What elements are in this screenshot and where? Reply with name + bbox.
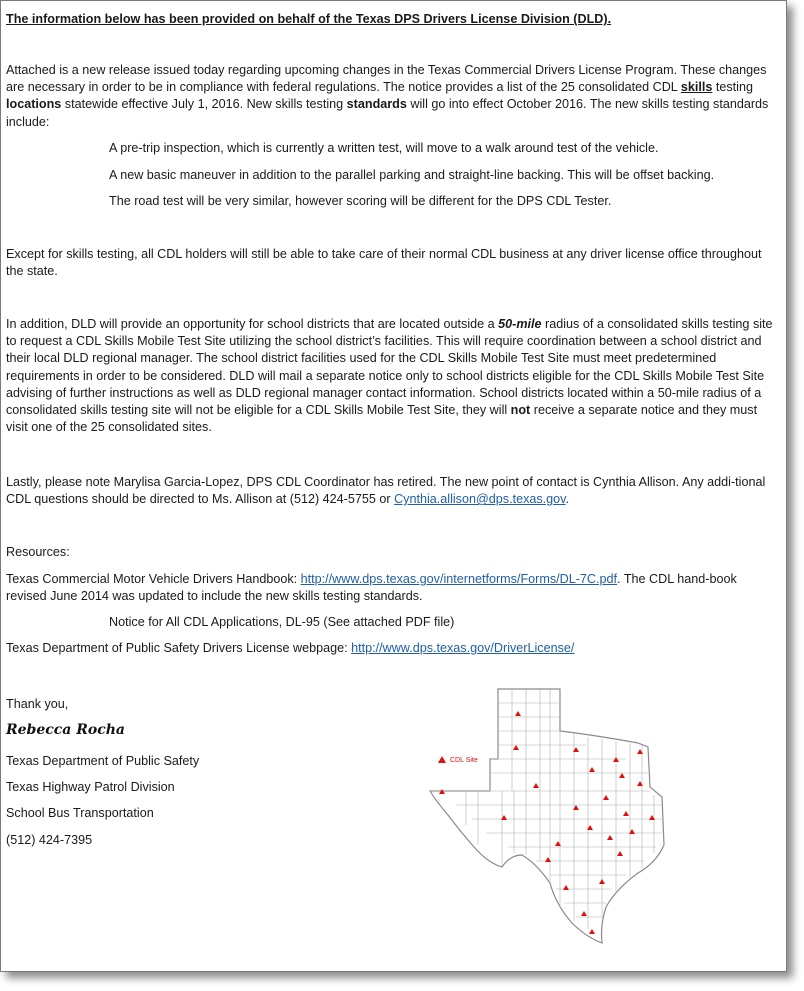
mobile-text-c: receive a separate notice and they must visit one of the 25 consolidated sites. — [6, 403, 758, 435]
intro-text-c: statewide effective July 1, 2016. New skills testing — [61, 97, 347, 112]
handbook-text-b: . The CDL hand-book revised June 2014 was updated to include the new skills testing standards. — [6, 572, 737, 604]
not-emphasis: not — [510, 403, 531, 418]
notice-resource: Notice for All CDL Applications, DL-95 (See attached PDF file) — [109, 615, 455, 629]
signoff-line: School Bus Transportation — [6, 806, 154, 820]
webpage-text: Texas Department of Public Safety Drivers License webpage: — [6, 641, 352, 655]
contact-text-a: Lastly, please note Marylisa Garcia-Lopez, DPS CDL Coordinator has retired. The new point of contact is Cynthia Allison. Any addi-tional CDL questions should be directed to Ms. Allison at (512) 424-5755 or — [6, 475, 766, 507]
handbook-link[interactable]: http://www.dps.texas.gov/internetforms/Forms/DL-7C.pdf — [300, 572, 618, 586]
mobile-text-b: radius of a consolidated skills testing site to request a CDL Skills Mobile Test Site utilizing the school district’s facilities. This will require coordination between a school district and their local DLD regional manager. The school district facilities used for the CDL Skills Mobile Test Site must meet predetermined requirements in order to be considered. DLD will mail a separate notice only to school districts eligible for the CDL Skills Mobile Test Site advising of further instructions as well as DLD regional manager contact information. School districts located within a 50-mile radius of a consolidated skills testing site will not be eligible for a CDL Skills Mobile Test Site, they will — [6, 317, 773, 418]
webpage-link[interactable]: http://www.dps.texas.gov/DriverLicense/ — [351, 641, 575, 655]
email-link[interactable]: Cynthia.allison@dps.texas.gov — [394, 492, 566, 507]
thank-you: Thank you, — [6, 697, 69, 711]
locations-word: locations — [6, 97, 62, 112]
mobile-text-a: In addition, DLD will provide an opportunity for school districts that are located outside a — [6, 317, 499, 331]
intro-text-a: Attached is a new release issued today regarding upcoming changes in the Texas Commercial Drivers License Program. These changes are necessary in order to be in compliance with federal regulations. The notice provides a list of the 25 consolidated CDL — [6, 63, 767, 95]
signoff-line: Texas Highway Patrol Division — [6, 780, 175, 794]
webpage-resource — [6, 640, 776, 657]
signoff-line: (512) 424-7395 — [6, 833, 93, 847]
standard-item: The road test will be very similar, however scoring will be different for the DPS CDL Tester. — [109, 194, 612, 208]
contact-paragraph — [6, 474, 776, 508]
intro-paragraph — [6, 62, 776, 131]
map-legend-label: CDL Site — [450, 757, 478, 764]
signature: Rebecca Rocha — [6, 722, 125, 738]
intro-text-d: will go into effect October 2016. The new skills testing standards include: — [6, 97, 769, 129]
document-title: The information below has been provided on behalf of the Texas DPS Drivers License Division (DLD). — [6, 12, 612, 26]
radius-emphasis: 50-mile — [498, 317, 542, 331]
signoff-line: Texas Department of Public Safety — [6, 754, 200, 768]
standard-item: A pre-trip inspection, which is currently a written test, will move to a walk around test of the vehicle. — [109, 141, 659, 155]
handbook-resource — [6, 571, 776, 605]
handbook-text-a: Texas Commercial Motor Vehicle Drivers Handbook: — [6, 572, 301, 586]
intro-text-b: testing — [712, 80, 753, 95]
skills-word: skills — [680, 80, 713, 95]
cdl-holders-paragraph: Except for skills testing, all CDL holders will still be able to take care of their normal CDL business at any driver license office throughout the state. — [6, 247, 762, 279]
standards-word: standards — [346, 97, 407, 112]
resources-heading: Resources: — [6, 545, 70, 559]
standard-item: A new basic maneuver in addition to the parallel parking and straight-line backing. This will be offset backing. — [109, 168, 715, 182]
texas-cdl-sites-map — [426, 685, 688, 947]
legend-marker-icon — [438, 756, 446, 763]
mobile-test-site-paragraph — [6, 316, 776, 436]
contact-text-b: . — [565, 492, 570, 507]
